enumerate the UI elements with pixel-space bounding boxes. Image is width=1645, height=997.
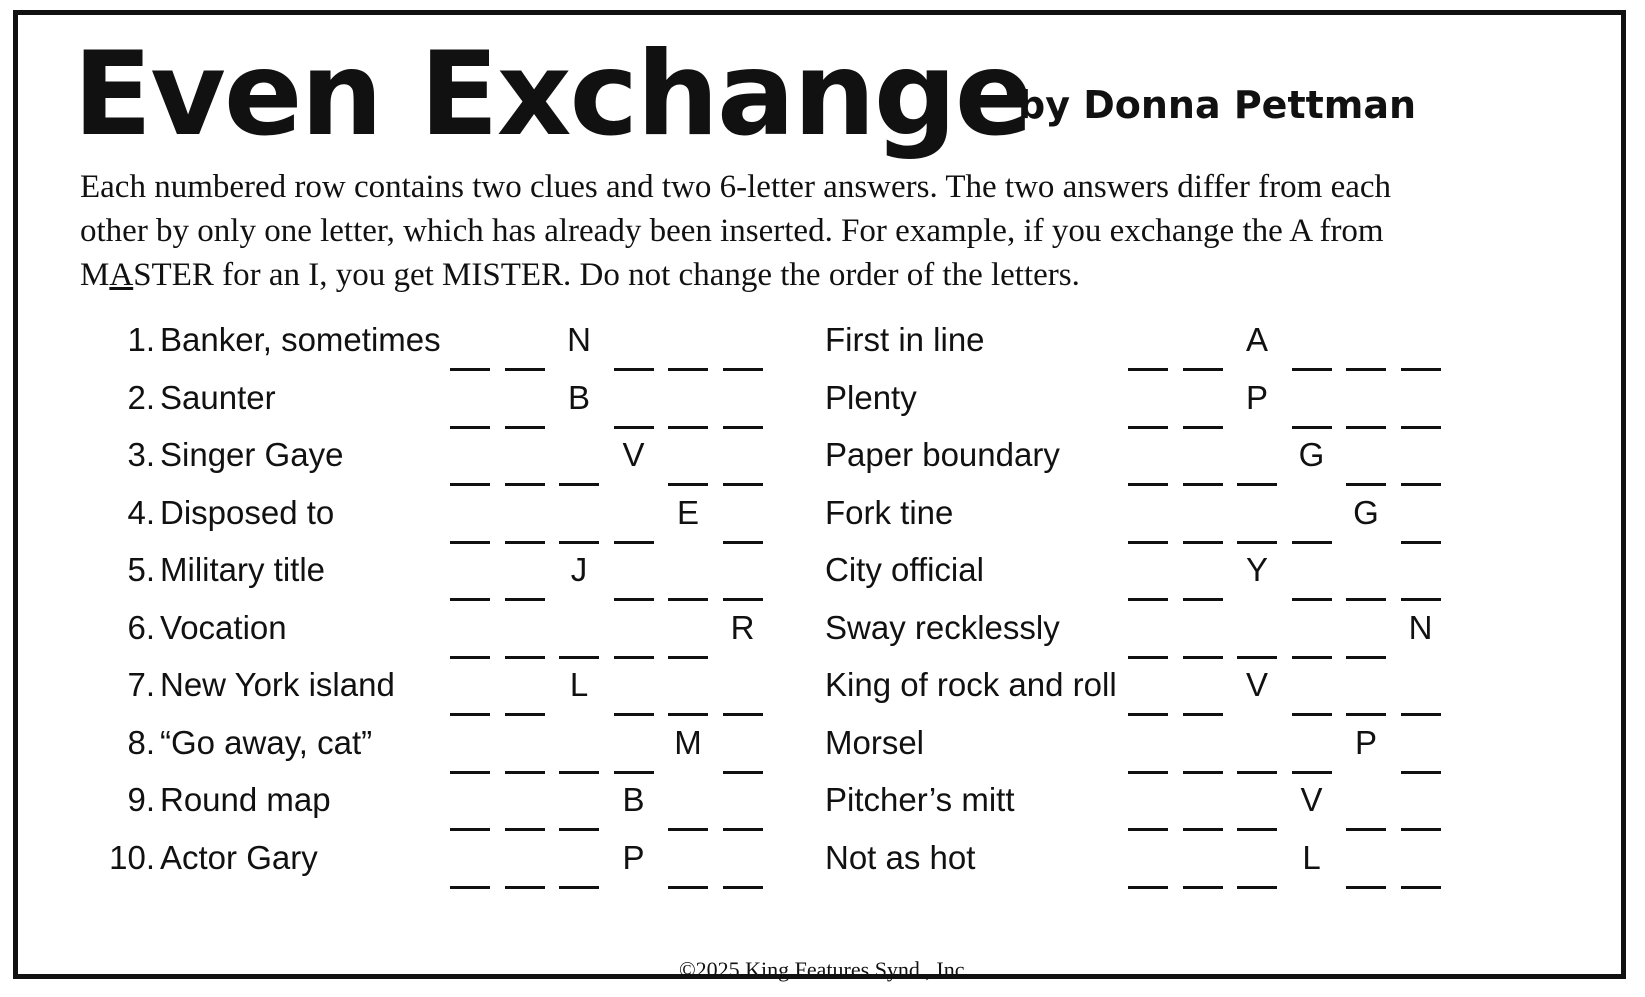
clue-number: 1. <box>127 321 155 358</box>
answer-blank-left[interactable] <box>505 620 545 659</box>
answer-blank-left[interactable] <box>723 505 763 544</box>
answer-blank-left[interactable] <box>614 505 654 544</box>
clue-number: 10. <box>109 838 155 876</box>
answer-blank-left[interactable] <box>505 447 545 486</box>
clue-row <box>18 320 1618 380</box>
answer-blank-right[interactable] <box>1128 735 1168 774</box>
answer-blank-left[interactable] <box>450 390 490 429</box>
answer-blank-right[interactable] <box>1292 735 1332 774</box>
answer-blank-right[interactable] <box>1292 562 1332 601</box>
answer-blank-left[interactable] <box>614 390 654 429</box>
answer-blank-left[interactable] <box>505 677 545 716</box>
answer-blank-right[interactable] <box>1183 735 1223 774</box>
copyright: ©2025 King Features Synd., Inc. <box>678 957 971 982</box>
answer-blank-right[interactable] <box>1346 850 1386 889</box>
answer-blank-right[interactable] <box>1292 390 1332 429</box>
answer-blank-right[interactable] <box>1346 677 1386 716</box>
answer-blank-right[interactable] <box>1128 850 1168 889</box>
answer-blank-right[interactable] <box>1401 505 1441 544</box>
given-letter-right: P <box>1245 378 1268 416</box>
example-underlined-letter: A <box>109 257 134 293</box>
clue-number: 2. <box>127 378 155 416</box>
answer-blank-right[interactable] <box>1128 562 1168 601</box>
answer-blank-left[interactable] <box>614 562 654 601</box>
given-letter-right: V <box>1245 666 1268 703</box>
given-letter-left: R <box>730 608 755 646</box>
clue-number: 3. <box>127 436 155 473</box>
answer-blank-right[interactable] <box>1183 447 1223 486</box>
answer-blank-right[interactable] <box>1401 562 1441 601</box>
answer-blank-left[interactable] <box>450 620 490 659</box>
given-letter-left: L <box>569 666 589 703</box>
answer-blank-right[interactable] <box>1128 620 1168 659</box>
clue-right: Pitcher’s mitt <box>825 781 1015 818</box>
answer-blank-right[interactable] <box>1183 332 1223 371</box>
answer-blank-left[interactable] <box>668 332 708 371</box>
answer-blank-left[interactable] <box>614 677 654 716</box>
answer-blank-left[interactable] <box>505 735 545 774</box>
given-letter-left: J <box>570 551 588 588</box>
clue-number: 6. <box>127 608 155 646</box>
answer-blank-right[interactable] <box>1292 620 1332 659</box>
given-letter-right: V <box>1300 781 1323 818</box>
answer-blank-right[interactable] <box>1346 792 1386 831</box>
answer-blank-right[interactable] <box>1183 792 1223 831</box>
answer-blank-left[interactable] <box>505 562 545 601</box>
clue-left: Round map <box>160 781 331 818</box>
answer-blank-right[interactable] <box>1292 677 1332 716</box>
answer-blank-left[interactable] <box>450 505 490 544</box>
answer-blank-left[interactable] <box>723 390 763 429</box>
answer-blank-right[interactable] <box>1128 677 1168 716</box>
answer-blank-right[interactable] <box>1401 332 1441 371</box>
answer-blank-right[interactable] <box>1237 505 1277 544</box>
answer-blank-left[interactable] <box>559 850 599 889</box>
given-letter-right: Y <box>1245 551 1268 588</box>
answer-blank-left[interactable] <box>450 792 490 831</box>
answer-blank-left[interactable] <box>450 332 490 371</box>
answer-blank-right[interactable] <box>1401 792 1441 831</box>
answer-blank-left[interactable] <box>614 620 654 659</box>
given-letter-right: N <box>1408 608 1433 646</box>
answer-blank-left[interactable] <box>614 735 654 774</box>
clue-row <box>18 665 1618 725</box>
example-suffix: STER for an I, you get MISTER. Do not change the order of the letters. <box>133 257 1080 293</box>
given-letter-left: B <box>567 378 590 416</box>
clue-left: Singer Gaye <box>160 436 344 473</box>
answer-blank-right[interactable] <box>1346 447 1386 486</box>
answer-blank-left[interactable] <box>723 850 763 889</box>
clue-right: King of rock and roll <box>825 666 1117 703</box>
answer-blank-right[interactable] <box>1237 447 1277 486</box>
clue-left: “Go away, cat” <box>160 723 373 761</box>
answer-blank-right[interactable] <box>1401 735 1441 774</box>
clue-row <box>18 780 1618 840</box>
answer-blank-right[interactable] <box>1401 677 1441 716</box>
puzzle-frame <box>13 10 1626 982</box>
answer-blank-right[interactable] <box>1401 390 1441 429</box>
answer-blank-left[interactable] <box>505 332 545 371</box>
answer-blank-right[interactable] <box>1128 447 1168 486</box>
given-letter-left: M <box>674 723 702 761</box>
clue-row <box>18 608 1618 668</box>
answer-blank-left[interactable] <box>450 735 490 774</box>
clue-right: Sway recklessly <box>825 608 1060 646</box>
answer-blank-right[interactable] <box>1346 562 1386 601</box>
answer-blank-left[interactable] <box>668 562 708 601</box>
puzzle-title: Even Exchange <box>73 27 1032 162</box>
answer-blank-left[interactable] <box>668 792 708 831</box>
clue-left: Banker, sometimes <box>160 321 441 358</box>
clue-left: Saunter <box>160 378 276 416</box>
clue-right: Morsel <box>825 723 925 761</box>
answer-blank-right[interactable] <box>1346 332 1386 371</box>
answer-blank-left[interactable] <box>505 505 545 544</box>
answer-blank-right[interactable] <box>1401 447 1441 486</box>
answer-blank-left[interactable] <box>723 562 763 601</box>
answer-blank-right[interactable] <box>1401 850 1441 889</box>
given-letter-left: P <box>622 838 645 876</box>
answer-blank-left[interactable] <box>450 850 490 889</box>
answer-blank-left[interactable] <box>668 677 708 716</box>
given-letter-left: E <box>676 493 699 531</box>
clue-left: Actor Gary <box>160 838 318 876</box>
clue-right: First in line <box>825 321 985 358</box>
answer-blank-right[interactable] <box>1183 562 1223 601</box>
answer-blank-right[interactable] <box>1346 390 1386 429</box>
clue-left: New York island <box>160 666 395 703</box>
clue-number: 7. <box>127 666 155 703</box>
given-letter-left: V <box>622 436 645 473</box>
answer-blank-right[interactable] <box>1128 390 1168 429</box>
answer-blank-right[interactable] <box>1128 792 1168 831</box>
instructions-line-2: other by only one letter, which has already been inserted. For example, if you exchange the A from <box>80 213 1384 249</box>
answer-blank-left[interactable] <box>668 447 708 486</box>
clue-row <box>18 435 1618 495</box>
instructions-line-3 <box>80 253 1610 297</box>
clue-number: 9. <box>127 781 155 818</box>
clue-right: Fork tine <box>825 493 954 531</box>
clue-left: Vocation <box>160 608 287 646</box>
clue-row <box>18 723 1618 783</box>
given-letter-left: B <box>622 781 645 818</box>
answer-blank-left[interactable] <box>723 332 763 371</box>
answer-blank-left[interactable] <box>559 505 599 544</box>
example-prefix: M <box>80 257 110 293</box>
answer-blank-left[interactable] <box>559 735 599 774</box>
answer-blank-left[interactable] <box>614 332 654 371</box>
answer-blank-right[interactable] <box>1237 792 1277 831</box>
clue-row <box>18 378 1618 438</box>
answer-blank-left[interactable] <box>668 390 708 429</box>
clue-row <box>18 550 1618 610</box>
answer-blank-right[interactable] <box>1183 620 1223 659</box>
clue-number: 8. <box>127 723 155 761</box>
clue-right: Plenty <box>825 378 917 416</box>
clue-number: 5. <box>127 551 155 588</box>
answer-blank-left[interactable] <box>559 620 599 659</box>
given-letter-right: P <box>1354 723 1377 761</box>
answer-blank-left[interactable] <box>668 620 708 659</box>
answer-blank-left[interactable] <box>723 677 763 716</box>
answer-blank-left[interactable] <box>450 447 490 486</box>
answer-blank-right[interactable] <box>1292 332 1332 371</box>
clue-row <box>18 493 1618 553</box>
clue-number: 4. <box>127 493 155 531</box>
answer-blank-right[interactable] <box>1183 505 1223 544</box>
answer-blank-right[interactable] <box>1183 850 1223 889</box>
answer-blank-right[interactable] <box>1346 620 1386 659</box>
answer-blank-left[interactable] <box>559 792 599 831</box>
answer-blank-left[interactable] <box>723 792 763 831</box>
clue-right: Not as hot <box>825 838 976 876</box>
given-letter-right: G <box>1353 493 1379 531</box>
answer-blank-left[interactable] <box>723 735 763 774</box>
answer-blank-left[interactable] <box>505 792 545 831</box>
clue-right: Paper boundary <box>825 436 1060 473</box>
clue-row <box>18 838 1618 898</box>
answer-blank-right[interactable] <box>1128 332 1168 371</box>
clue-left: Military title <box>160 551 326 588</box>
answer-blank-left[interactable] <box>668 850 708 889</box>
answer-blank-left[interactable] <box>450 677 490 716</box>
answer-blank-right[interactable] <box>1128 505 1168 544</box>
answer-blank-right[interactable] <box>1183 677 1223 716</box>
answer-blank-left[interactable] <box>505 390 545 429</box>
answer-blank-left[interactable] <box>723 447 763 486</box>
answer-blank-right[interactable] <box>1237 850 1277 889</box>
clue-left: Disposed to <box>160 493 335 531</box>
answer-blank-left[interactable] <box>450 562 490 601</box>
answer-blank-right[interactable] <box>1237 735 1277 774</box>
given-letter-right: G <box>1298 436 1325 473</box>
answer-blank-right[interactable] <box>1237 620 1277 659</box>
instructions-line-1: Each numbered row contains two clues and two 6-letter answers. The two answers differ from each <box>80 169 1392 205</box>
given-letter-right: A <box>1245 321 1268 358</box>
clue-right: City official <box>825 551 984 588</box>
answer-blank-right[interactable] <box>1292 505 1332 544</box>
puzzle-byline: by Donna Pettman <box>1018 83 1417 127</box>
answer-blank-left[interactable] <box>505 850 545 889</box>
instructions <box>80 165 1610 297</box>
given-letter-left: N <box>567 321 591 358</box>
answer-blank-left[interactable] <box>559 447 599 486</box>
given-letter-right: L <box>1302 838 1321 876</box>
answer-blank-right[interactable] <box>1183 390 1223 429</box>
